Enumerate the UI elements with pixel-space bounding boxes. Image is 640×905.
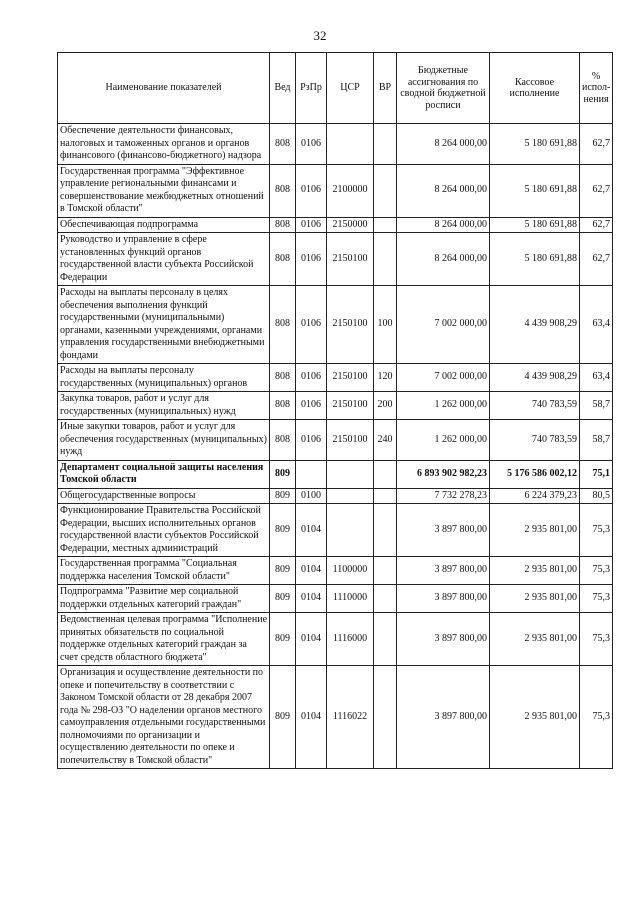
row-name: Департамент социальной защиты населения Томской области bbox=[58, 460, 270, 488]
table-row bbox=[58, 392, 613, 420]
table-row bbox=[58, 585, 613, 613]
row-pct: 62,7 bbox=[580, 217, 613, 233]
row-rzpr: 0100 bbox=[296, 488, 327, 504]
row-csr: 2150100 bbox=[327, 364, 374, 392]
row-csr: 2150100 bbox=[327, 420, 374, 461]
header-vr: ВР bbox=[374, 53, 397, 124]
table-row bbox=[58, 233, 613, 286]
row-name: Обеспечение деятельности финансовых, налоговых и таможенных органов и органов финансового (финансово-бюджетного) надзора bbox=[58, 124, 270, 165]
row-pct: 58,7 bbox=[580, 392, 613, 420]
row-budget: 7 002 000,00 bbox=[397, 364, 490, 392]
table-row bbox=[58, 666, 613, 769]
row-rzpr: 0106 bbox=[296, 233, 327, 286]
row-name: Государственная программа "Эффективное управление региональными финансами и совершенствование межбюджетных отношений в Томской области" bbox=[58, 164, 270, 217]
page-number: 32 bbox=[313, 28, 327, 43]
row-rzpr bbox=[296, 460, 327, 488]
table-row bbox=[58, 557, 613, 585]
row-csr: 2150100 bbox=[327, 392, 374, 420]
row-pct: 75,1 bbox=[580, 460, 613, 488]
row-csr: 1100000 bbox=[327, 557, 374, 585]
row-cash: 5 180 691,88 bbox=[490, 124, 580, 165]
row-budget: 8 264 000,00 bbox=[397, 164, 490, 217]
row-name: Ведомственная целевая программа "Исполнение принятых обязательств по социальной поддержке отдельных категорий граждан за счет средств областного бюджета" bbox=[58, 613, 270, 666]
row-vr bbox=[374, 124, 397, 165]
table-row bbox=[58, 217, 613, 233]
row-ved: 808 bbox=[270, 164, 296, 217]
row-ved: 808 bbox=[270, 124, 296, 165]
budget-table bbox=[57, 52, 613, 769]
row-rzpr: 0106 bbox=[296, 392, 327, 420]
row-csr: 2100000 bbox=[327, 164, 374, 217]
row-budget: 7 732 278,23 bbox=[397, 488, 490, 504]
row-ved: 809 bbox=[270, 585, 296, 613]
row-name: Организация и осуществление деятельности по опеке и попечительству в соответствии с Законом Томской области от 28 декабря 2007 года № 298-ОЗ "О наделении органов местного самоуправления отдельными государственными полномочиями по организации и осуществлению деятельности по опеке и попечительству в Томской области" bbox=[58, 666, 270, 769]
row-budget: 3 897 800,00 bbox=[397, 504, 490, 557]
row-vr bbox=[374, 557, 397, 585]
row-cash: 740 783,59 bbox=[490, 420, 580, 461]
row-cash: 4 439 908,29 bbox=[490, 286, 580, 364]
row-name: Государственная программа "Социальная поддержка населения Томской области" bbox=[58, 557, 270, 585]
row-csr bbox=[327, 488, 374, 504]
row-rzpr: 0104 bbox=[296, 666, 327, 769]
row-budget: 7 002 000,00 bbox=[397, 286, 490, 364]
row-ved: 808 bbox=[270, 217, 296, 233]
row-budget: 8 264 000,00 bbox=[397, 124, 490, 165]
row-ved: 808 bbox=[270, 420, 296, 461]
row-pct: 75,3 bbox=[580, 613, 613, 666]
row-cash: 5 180 691,88 bbox=[490, 217, 580, 233]
row-ved: 809 bbox=[270, 557, 296, 585]
row-ved: 809 bbox=[270, 666, 296, 769]
row-vr bbox=[374, 585, 397, 613]
row-pct: 63,4 bbox=[580, 286, 613, 364]
row-budget: 1 262 000,00 bbox=[397, 392, 490, 420]
row-cash: 4 439 908,29 bbox=[490, 364, 580, 392]
row-budget: 3 897 800,00 bbox=[397, 557, 490, 585]
row-pct: 62,7 bbox=[580, 233, 613, 286]
table-row bbox=[58, 613, 613, 666]
row-name: Расходы на выплаты персоналу в целях обеспечения выполнения функций государственными (муниципальными) органами, казенными учреждениями, органами управления государственными внебюджетными фондами bbox=[58, 286, 270, 364]
row-vr: 240 bbox=[374, 420, 397, 461]
row-rzpr: 0106 bbox=[296, 420, 327, 461]
row-vr bbox=[374, 488, 397, 504]
row-csr: 2150100 bbox=[327, 233, 374, 286]
header-pct: % испол-нения bbox=[580, 53, 613, 124]
row-rzpr: 0106 bbox=[296, 286, 327, 364]
row-pct: 63,4 bbox=[580, 364, 613, 392]
row-vr bbox=[374, 164, 397, 217]
row-budget: 8 264 000,00 bbox=[397, 217, 490, 233]
table-row bbox=[58, 488, 613, 504]
row-cash: 6 224 379,23 bbox=[490, 488, 580, 504]
row-vr bbox=[374, 504, 397, 557]
row-cash: 2 935 801,00 bbox=[490, 585, 580, 613]
row-cash: 2 935 801,00 bbox=[490, 557, 580, 585]
row-csr bbox=[327, 504, 374, 557]
table-row bbox=[58, 364, 613, 392]
row-rzpr: 0104 bbox=[296, 504, 327, 557]
row-vr bbox=[374, 460, 397, 488]
row-name: Руководство и управление в сфере установленных функций органов государственной власти субъекта Российской Федерации bbox=[58, 233, 270, 286]
table-row bbox=[58, 504, 613, 557]
table-row bbox=[58, 420, 613, 461]
header-name: Наименование показателей bbox=[58, 53, 270, 124]
row-ved: 808 bbox=[270, 392, 296, 420]
row-cash: 5 180 691,88 bbox=[490, 164, 580, 217]
row-budget: 3 897 800,00 bbox=[397, 666, 490, 769]
row-pct: 75,3 bbox=[580, 504, 613, 557]
row-budget: 3 897 800,00 bbox=[397, 613, 490, 666]
row-csr: 1110000 bbox=[327, 585, 374, 613]
row-name: Функционирование Правительства Российской Федерации, высших исполнительных органов государственной власти субъектов Российской Федерации, местных администраций bbox=[58, 504, 270, 557]
header-cash: Кассовое исполнение bbox=[490, 53, 580, 124]
row-csr bbox=[327, 124, 374, 165]
row-name: Обеспечивающая подпрограмма bbox=[58, 217, 270, 233]
row-vr: 200 bbox=[374, 392, 397, 420]
header-csr: ЦСР bbox=[327, 53, 374, 124]
row-name: Иные закупки товаров, работ и услуг для обеспечения государственных (муниципальных) нужд bbox=[58, 420, 270, 461]
row-csr: 1116000 bbox=[327, 613, 374, 666]
table-row bbox=[58, 124, 613, 165]
row-ved: 809 bbox=[270, 460, 296, 488]
row-vr: 120 bbox=[374, 364, 397, 392]
table-row bbox=[58, 164, 613, 217]
row-vr bbox=[374, 613, 397, 666]
row-pct: 62,7 bbox=[580, 124, 613, 165]
row-cash: 2 935 801,00 bbox=[490, 666, 580, 769]
row-ved: 808 bbox=[270, 233, 296, 286]
row-rzpr: 0106 bbox=[296, 217, 327, 233]
row-name: Закупка товаров, работ и услуг для государственных (муниципальных) нужд bbox=[58, 392, 270, 420]
row-rzpr: 0104 bbox=[296, 585, 327, 613]
row-cash: 5 180 691,88 bbox=[490, 233, 580, 286]
row-vr bbox=[374, 666, 397, 769]
row-vr bbox=[374, 217, 397, 233]
row-rzpr: 0106 bbox=[296, 124, 327, 165]
row-ved: 809 bbox=[270, 488, 296, 504]
row-csr bbox=[327, 460, 374, 488]
row-cash: 5 176 586 002,12 bbox=[490, 460, 580, 488]
row-budget: 1 262 000,00 bbox=[397, 420, 490, 461]
header-rzpr: РзПр bbox=[296, 53, 327, 124]
row-rzpr: 0106 bbox=[296, 364, 327, 392]
header-ved: Вед bbox=[270, 53, 296, 124]
row-cash: 740 783,59 bbox=[490, 392, 580, 420]
row-budget: 8 264 000,00 bbox=[397, 233, 490, 286]
row-cash: 2 935 801,00 bbox=[490, 613, 580, 666]
row-ved: 809 bbox=[270, 504, 296, 557]
row-rzpr: 0104 bbox=[296, 613, 327, 666]
row-ved: 808 bbox=[270, 364, 296, 392]
row-vr: 100 bbox=[374, 286, 397, 364]
row-csr: 2150000 bbox=[327, 217, 374, 233]
row-name: Подпрограмма "Развитие мер социальной поддержки отдельных категорий граждан" bbox=[58, 585, 270, 613]
row-budget: 6 893 902 982,23 bbox=[397, 460, 490, 488]
row-budget: 3 897 800,00 bbox=[397, 585, 490, 613]
header-budget: Бюджетные ассигнования по сводной бюджетной росписи bbox=[397, 53, 490, 124]
row-rzpr: 0106 bbox=[296, 164, 327, 217]
row-rzpr: 0104 bbox=[296, 557, 327, 585]
row-name: Общегосударственные вопросы bbox=[58, 488, 270, 504]
row-vr bbox=[374, 233, 397, 286]
row-cash: 2 935 801,00 bbox=[490, 504, 580, 557]
table-body bbox=[58, 124, 613, 769]
row-csr: 1116022 bbox=[327, 666, 374, 769]
row-ved: 809 bbox=[270, 613, 296, 666]
row-pct: 75,3 bbox=[580, 585, 613, 613]
row-pct: 58,7 bbox=[580, 420, 613, 461]
row-pct: 80,5 bbox=[580, 488, 613, 504]
row-csr: 2150100 bbox=[327, 286, 374, 364]
table-row bbox=[58, 460, 613, 488]
row-ved: 808 bbox=[270, 286, 296, 364]
table-header-row bbox=[58, 53, 613, 124]
row-pct: 75,3 bbox=[580, 666, 613, 769]
row-name: Расходы на выплаты персоналу государственных (муниципальных) органов bbox=[58, 364, 270, 392]
table-row bbox=[58, 286, 613, 364]
row-pct: 75,3 bbox=[580, 557, 613, 585]
row-pct: 62,7 bbox=[580, 164, 613, 217]
